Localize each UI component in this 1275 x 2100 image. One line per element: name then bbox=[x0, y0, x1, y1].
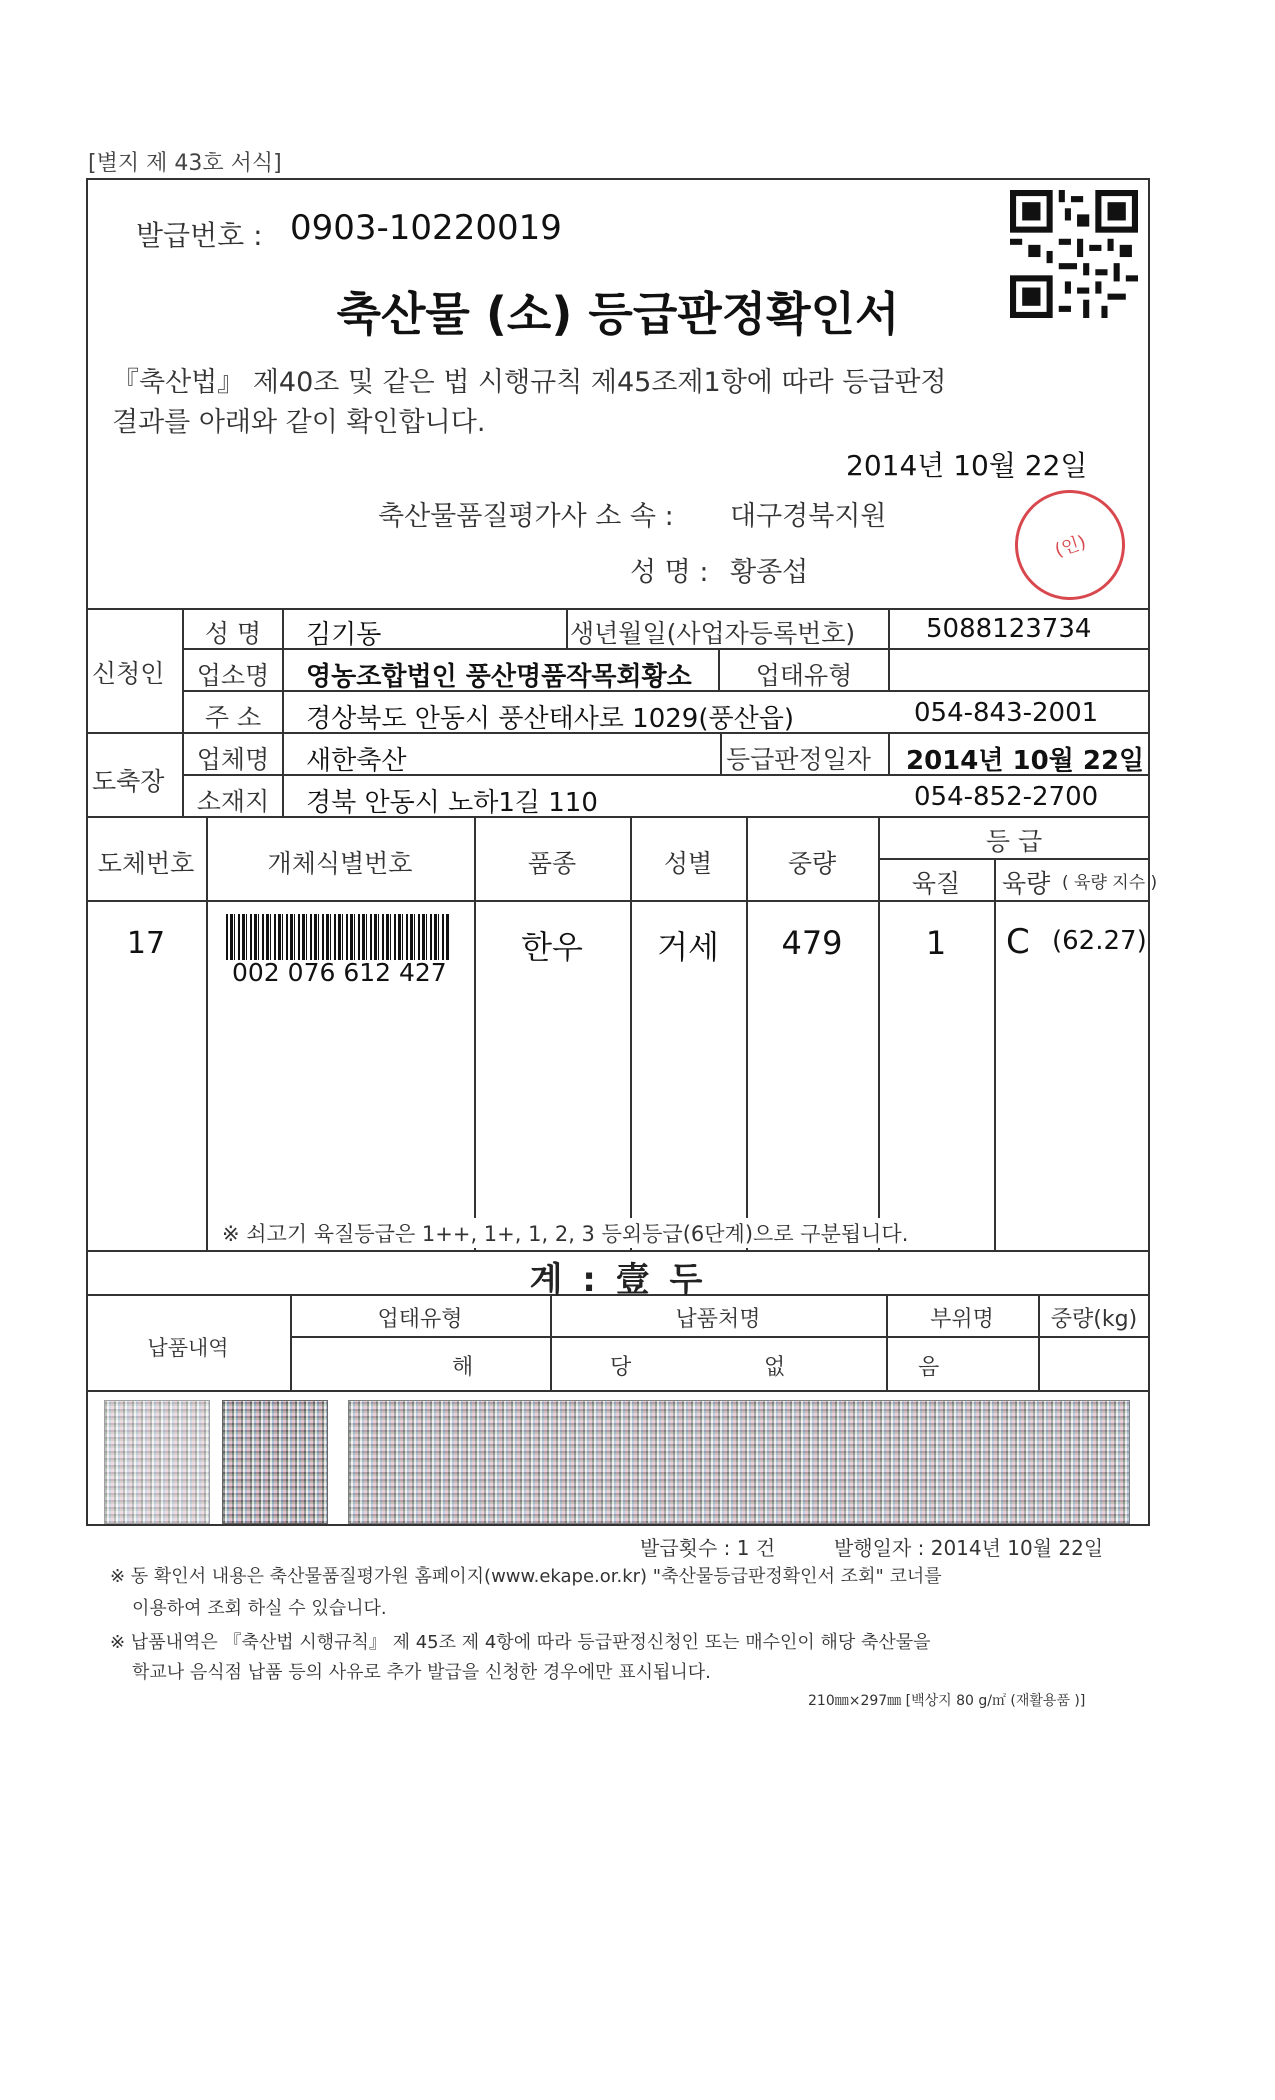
security-pattern-1 bbox=[104, 1400, 210, 1524]
yield-index-header: ( 육량 지수 ) bbox=[1062, 873, 1158, 893]
delivery-label: 납품내역 bbox=[147, 1336, 229, 1360]
seal-text: (인) bbox=[1052, 531, 1089, 562]
yield-grade: C bbox=[1006, 922, 1030, 962]
yield-header: 육량 bbox=[1002, 869, 1051, 898]
evaluator-name-label: 성 명 : bbox=[630, 557, 709, 588]
delivery-value-3: 없 bbox=[764, 1355, 786, 1380]
delivery-value-1: 해 bbox=[452, 1355, 474, 1380]
slaughterhouse-phone: 054-852-2700 bbox=[914, 782, 1099, 812]
applicant-name-label: 성 명 bbox=[204, 619, 262, 648]
evaluator-affiliation: 대구경북지원 bbox=[730, 501, 887, 532]
delivery-dest-header: 납품처명 bbox=[675, 1307, 761, 1332]
quality-grade: 1 bbox=[925, 924, 947, 962]
breed-value: 한우 bbox=[521, 928, 583, 966]
delivery-weight-header: 중량(kg) bbox=[1050, 1307, 1138, 1332]
delivery-part-header: 부위명 bbox=[930, 1307, 994, 1332]
applicant-section-label: 신청인 bbox=[92, 659, 165, 688]
security-pattern-2 bbox=[222, 1400, 328, 1524]
delivery-value-2: 당 bbox=[610, 1355, 632, 1380]
business-name: 영농조합법인 풍산명품작목회황소 bbox=[306, 662, 692, 692]
certificate-date: 2014년 10월 22일 bbox=[846, 449, 1088, 482]
location-label: 소재지 bbox=[196, 787, 270, 816]
footer-note-1a: ※ 동 확인서 내용은 축산물품질평가원 홈페이지(www.ekape.or.kr) "축산물등급판정확인서 조회" 코너를 bbox=[110, 1566, 942, 1587]
company-name: 새한축산 bbox=[306, 746, 407, 776]
grade-date-label: 등급판정일자 bbox=[726, 745, 871, 774]
footer-note-2a: ※ 납품내역은 『축산법 시행규칙』 제 45조 제 4항에 따라 등급판정신청인 또는 매수인이 해당 축산물을 bbox=[110, 1632, 931, 1653]
total-count: 계 : 壹 두 bbox=[529, 1260, 707, 1300]
issue-number: 0903-10220019 bbox=[290, 208, 562, 248]
id-no-header: 개체식별번호 bbox=[267, 849, 413, 878]
business-name-label: 업소명 bbox=[196, 661, 270, 690]
evaluator-affiliation-label: 축산물품질평가사 소 속 : bbox=[378, 501, 674, 532]
intro-line-2: 결과를 아래와 같이 확인합니다. bbox=[112, 407, 486, 438]
issue-number-label: 발급번호 : bbox=[136, 219, 263, 252]
birth-value: 5088123734 bbox=[926, 614, 1092, 644]
evaluator-name: 황종섭 bbox=[730, 557, 809, 588]
carcass-no-header: 도체번호 bbox=[97, 849, 195, 878]
address-label: 주 소 bbox=[204, 703, 262, 732]
business-type-label: 업태유형 bbox=[755, 661, 853, 690]
applicant-phone: 054-843-2001 bbox=[914, 698, 1099, 728]
grade-date: 2014년 10월 22일 bbox=[906, 746, 1145, 776]
grade-header: 등 급 bbox=[985, 827, 1043, 856]
issue-date: 발행일자 : 2014년 10월 22일 bbox=[834, 1536, 1104, 1560]
weight-header: 중량 bbox=[787, 849, 837, 878]
birth-label: 생년월일(사업자등록번호) bbox=[570, 619, 856, 648]
applicant-name: 김기동 bbox=[306, 620, 382, 650]
sex-value: 거세 bbox=[657, 928, 719, 966]
slaughterhouse-section-label: 도축장 bbox=[92, 767, 165, 796]
paper-spec: 210㎜×297㎜ [백상지 80 g/㎡ (재활용품 )] bbox=[808, 1693, 1086, 1709]
sex-header: 성별 bbox=[663, 849, 713, 878]
barcode-icon bbox=[226, 914, 450, 960]
weight-value: 479 bbox=[781, 924, 843, 962]
quality-grade-note: ※ 쇠고기 육질등급은 1++, 1+, 1, 2, 3 등외등급(6단계)으로 구분됩니다. bbox=[222, 1218, 908, 1248]
breed-header: 품종 bbox=[527, 849, 577, 878]
id-number: 002 076 612 427 bbox=[232, 958, 447, 987]
company-label: 업체명 bbox=[196, 745, 270, 774]
footer-note-1b: 이용하여 조회 하실 수 있습니다. bbox=[132, 1598, 387, 1619]
security-pattern-3 bbox=[348, 1400, 1130, 1524]
quality-header: 육질 bbox=[911, 869, 961, 898]
delivery-value-4: 음 bbox=[918, 1355, 940, 1380]
footer-note-2b: 학교나 음식점 납품 등의 사유로 추가 발급을 신청한 경우에만 표시됩니다. bbox=[132, 1662, 711, 1683]
form-label: [별지 제 43호 서식] bbox=[88, 151, 282, 176]
delivery-btype-header: 업태유형 bbox=[377, 1307, 463, 1332]
issue-count: 발급횟수 : 1 건 bbox=[640, 1536, 776, 1560]
intro-line-1: 『축산법』 제40조 및 같은 법 시행규칙 제45조제1항에 따라 등급판정 bbox=[112, 367, 947, 398]
carcass-no: 17 bbox=[126, 926, 166, 961]
address: 경상북도 안동시 풍산태사로 1029(풍산읍) bbox=[306, 704, 794, 734]
yield-index: (62.27) bbox=[1052, 926, 1147, 956]
document-title: 축산물 (소) 등급판정확인서 bbox=[336, 287, 900, 341]
location: 경북 안동시 노하1길 110 bbox=[306, 788, 598, 818]
